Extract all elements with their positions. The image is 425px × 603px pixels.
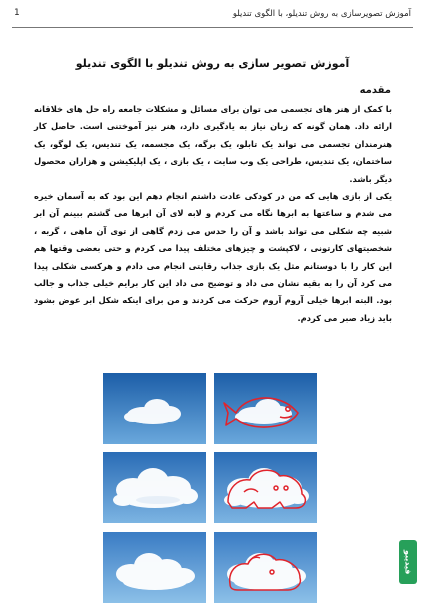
document-title: آموزش تصویر سازی به روش تندیلو با الگوی تندیلو — [75, 57, 350, 70]
page-number: 1 — [14, 8, 20, 18]
watermark-label: فیدیبو — [403, 549, 413, 575]
cloud-photo — [103, 452, 206, 523]
cloud-photo-creature-traced — [214, 532, 317, 603]
running-header-title: آموزش تصویرسازی به روش تندیلو، با الگوی تندیلو — [232, 9, 411, 19]
cloud-photo — [103, 532, 206, 603]
cloud-photo-creature-traced — [214, 452, 317, 523]
cloud-photo-fish-traced — [214, 373, 317, 444]
header-divider — [12, 27, 413, 28]
paragraph-intro: با کمک از هنر های تجسمی می توان برای مسائل و مشکلات جامعه راه حل های خلاقانه ارائه داد. همان گونه که زبان نیاز به یادگیری دارد، هنر نیز آموختنی است. حاصل کار هنرمندان تجسمی می تواند یک تابلو، یک برگه، یک مجسمه، یک تندیس، یک لوگو، یک ساختمان، یک تندیس، طراحی یک وب سایت ، یک بازی ، یک اپلیکیشن و هزاران محصول دیگر باشد. — [34, 104, 392, 184]
cloud-photo — [103, 373, 206, 444]
paragraph-clouds: یکی از بازی هایی که من در کودکی عادت داشتم انجام دهم این بود که به آسمان خیره می شدم و ساعتها به ابرها نگاه می کردم و لابه لای آن ابرها می گشتم ببینم آن ابر شبیه چه شکلی می تواند باشد و آن را حدس می زدم گاهی از توی آن ماهی ، گربه ، شخصیتهای کارتونی ، لاکپشت و چیزهای مختلف پیدا می کردم و حتی بعضی وقتها هم این کار را با دوستانم مثل یک بازی جذاب رقابتی انجام می دادم و هرکسی شکلی پیدا می کرد آن را به بقیه نشان می داد و توضیح می داد این کار برایم خیلی جذاب و جالب بود. البته ابرها خیلی آروم آروم حرکت می کردند و من برای اینکه شکل ابر عوض بشود باید زیاد صبر می کردم. — [34, 191, 392, 323]
store-watermark — [399, 540, 417, 584]
section-heading: مقدمه — [359, 85, 391, 96]
body-text — [34, 101, 392, 327]
